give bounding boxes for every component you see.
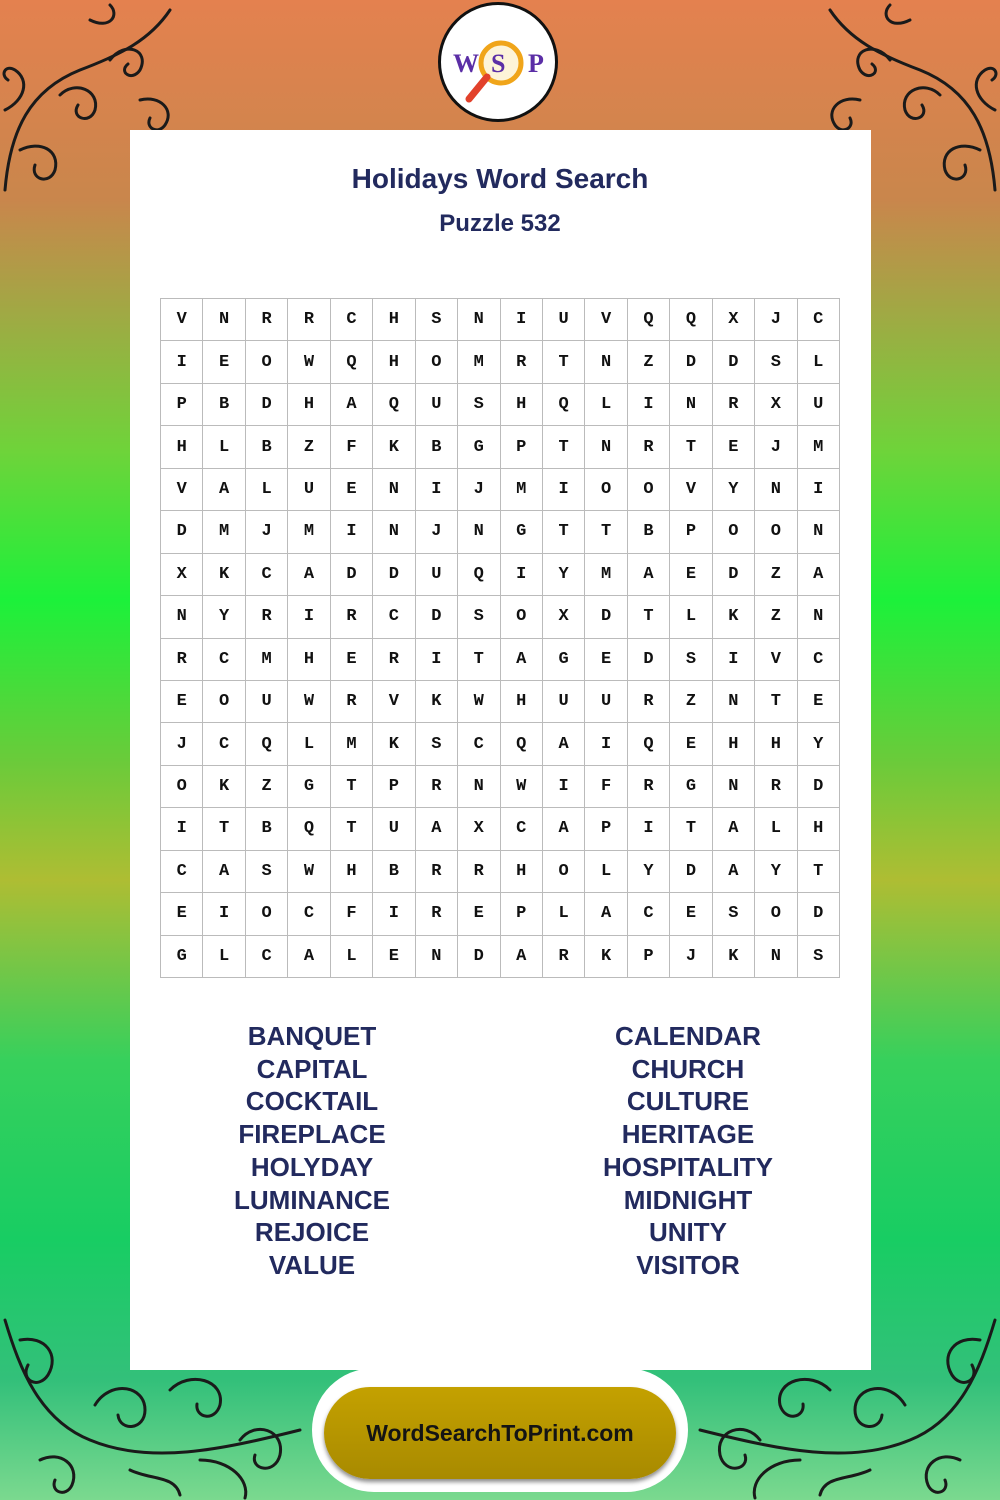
grid-cell: L [288, 723, 330, 765]
grid-cell: M [458, 341, 500, 383]
grid-cell: O [628, 469, 670, 511]
grid-cell: W [288, 851, 330, 893]
grid-cell: N [458, 766, 500, 808]
grid-cell: A [501, 639, 543, 681]
grid-cell: Y [713, 469, 755, 511]
grid-cell: T [670, 426, 712, 468]
grid-cell: P [501, 426, 543, 468]
grid-cell: N [798, 596, 840, 638]
grid-cell: R [416, 766, 458, 808]
grid-cell: E [670, 893, 712, 935]
grid-cell: J [246, 511, 288, 553]
grid-cell: K [713, 936, 755, 978]
grid-cell: H [288, 384, 330, 426]
grid-cell: S [713, 893, 755, 935]
grid-cell: T [628, 596, 670, 638]
grid-cell: T [798, 851, 840, 893]
word-item: CHURCH [631, 1053, 745, 1084]
grid-cell: V [161, 299, 203, 341]
grid-cell: D [628, 639, 670, 681]
grid-cell: H [501, 384, 543, 426]
grid-cell: N [458, 299, 500, 341]
grid-cell: G [288, 766, 330, 808]
word-item: REJOICE [254, 1217, 370, 1248]
grid-cell: H [331, 851, 373, 893]
grid-cell: C [203, 639, 245, 681]
grid-cell: R [628, 681, 670, 723]
grid-cell: R [246, 596, 288, 638]
grid-cell: O [203, 681, 245, 723]
grid-cell: Q [670, 299, 712, 341]
grid-cell: N [585, 341, 627, 383]
grid-cell: L [203, 936, 245, 978]
grid-cell: C [458, 723, 500, 765]
grid-cell: D [161, 511, 203, 553]
grid-cell: U [798, 384, 840, 426]
grid-cell: C [373, 596, 415, 638]
grid-cell: M [203, 511, 245, 553]
grid-cell: D [585, 596, 627, 638]
grid-cell: O [755, 511, 797, 553]
grid-cell: L [798, 341, 840, 383]
grid-cell: I [373, 893, 415, 935]
grid-cell: A [543, 723, 585, 765]
grid-cell: I [628, 808, 670, 850]
grid-cell: L [755, 808, 797, 850]
grid-cell: Y [798, 723, 840, 765]
site-logo [438, 2, 558, 122]
grid-cell: C [798, 299, 840, 341]
grid-cell: E [670, 723, 712, 765]
grid-cell: S [755, 341, 797, 383]
grid-cell: I [543, 469, 585, 511]
grid-cell: K [416, 681, 458, 723]
grid-cell: R [246, 299, 288, 341]
grid-cell: H [501, 681, 543, 723]
grid-cell: I [501, 554, 543, 596]
grid-cell: A [585, 893, 627, 935]
grid-cell: C [798, 639, 840, 681]
grid-cell: P [628, 936, 670, 978]
grid-cell: R [331, 596, 373, 638]
word-item: HOLYDAY [250, 1151, 374, 1182]
logo-letter-p: P [528, 49, 544, 78]
grid-cell: C [246, 936, 288, 978]
grid-cell: H [713, 723, 755, 765]
grid-cell: J [458, 469, 500, 511]
grid-cell: M [246, 639, 288, 681]
grid-cell: I [416, 639, 458, 681]
grid-cell: Z [246, 766, 288, 808]
grid-cell: S [458, 384, 500, 426]
grid-cell: C [331, 299, 373, 341]
grid-cell: X [713, 299, 755, 341]
website-link-button[interactable]: WordSearchToPrint.com [324, 1387, 676, 1479]
grid-cell: H [501, 851, 543, 893]
grid-cell: Z [670, 681, 712, 723]
grid-cell: U [543, 299, 585, 341]
grid-cell: V [373, 681, 415, 723]
grid-cell: M [331, 723, 373, 765]
grid-cell: Z [755, 554, 797, 596]
word-item: CAPITAL [256, 1053, 368, 1084]
grid-cell: K [585, 936, 627, 978]
grid-cell: P [585, 808, 627, 850]
grid-cell: V [161, 469, 203, 511]
grid-cell: Y [628, 851, 670, 893]
word-item: CULTURE [626, 1086, 750, 1117]
grid-cell: S [416, 299, 458, 341]
grid-cell: B [246, 426, 288, 468]
grid-cell: E [373, 936, 415, 978]
word-item: VALUE [268, 1249, 356, 1280]
grid-cell: E [585, 639, 627, 681]
grid-cell: L [331, 936, 373, 978]
grid-cell: H [373, 341, 415, 383]
word-item: HERITAGE [621, 1119, 755, 1150]
grid-cell: I [161, 341, 203, 383]
word-list-right [538, 1020, 838, 1282]
grid-cell: I [288, 596, 330, 638]
grid-cell: G [161, 936, 203, 978]
word-item: MIDNIGHT [623, 1184, 753, 1215]
grid-cell: E [161, 681, 203, 723]
grid-cell: I [331, 511, 373, 553]
grid-cell: O [585, 469, 627, 511]
grid-cell: D [798, 766, 840, 808]
grid-cell: D [458, 936, 500, 978]
grid-cell: H [288, 639, 330, 681]
grid-cell: L [670, 596, 712, 638]
grid-cell: P [373, 766, 415, 808]
grid-cell: T [755, 681, 797, 723]
grid-cell: J [670, 936, 712, 978]
grid-cell: W [458, 681, 500, 723]
grid-cell: R [416, 851, 458, 893]
grid-cell: V [670, 469, 712, 511]
grid-cell: S [670, 639, 712, 681]
grid-cell: R [713, 384, 755, 426]
grid-cell: A [416, 808, 458, 850]
grid-cell: I [585, 723, 627, 765]
grid-cell: C [203, 723, 245, 765]
grid-cell: Z [628, 341, 670, 383]
grid-cell: C [161, 851, 203, 893]
grid-cell: D [246, 384, 288, 426]
grid-cell: N [670, 384, 712, 426]
grid-cell: U [288, 469, 330, 511]
grid-cell: Q [628, 299, 670, 341]
grid-cell: E [203, 341, 245, 383]
page-title: Holidays Word Search [351, 163, 649, 194]
grid-cell: L [543, 893, 585, 935]
grid-cell: U [543, 681, 585, 723]
word-item: CALENDAR [615, 1021, 761, 1051]
grid-cell: L [585, 384, 627, 426]
grid-cell: O [161, 766, 203, 808]
grid-cell: T [543, 341, 585, 383]
grid-cell: O [713, 511, 755, 553]
grid-cell: Y [543, 554, 585, 596]
grid-cell: N [203, 299, 245, 341]
grid-cell: T [331, 808, 373, 850]
grid-cell: C [628, 893, 670, 935]
letter-grid [160, 298, 840, 978]
grid-cell: A [713, 808, 755, 850]
grid-cell: C [288, 893, 330, 935]
grid-cell: E [713, 426, 755, 468]
grid-cell: Z [288, 426, 330, 468]
grid-cell: T [458, 639, 500, 681]
grid-cell: C [501, 808, 543, 850]
grid-cell: G [501, 511, 543, 553]
grid-cell: X [458, 808, 500, 850]
grid-cell: U [246, 681, 288, 723]
grid-cell: X [543, 596, 585, 638]
grid-cell: A [288, 554, 330, 596]
grid-cell: U [416, 554, 458, 596]
grid-cell: S [458, 596, 500, 638]
grid-cell: N [798, 511, 840, 553]
grid-cell: P [161, 384, 203, 426]
grid-cell: W [288, 341, 330, 383]
grid-cell: R [628, 426, 670, 468]
grid-cell: A [543, 808, 585, 850]
grid-cell: D [331, 554, 373, 596]
grid-cell: R [161, 639, 203, 681]
grid-cell: D [416, 596, 458, 638]
grid-cell: B [246, 808, 288, 850]
grid-cell: E [458, 893, 500, 935]
grid-cell: P [670, 511, 712, 553]
grid-cell: J [755, 426, 797, 468]
grid-cell: D [670, 341, 712, 383]
grid-cell: L [585, 851, 627, 893]
page-subtitle: Puzzle 532 [439, 210, 561, 237]
grid-cell: R [288, 299, 330, 341]
grid-cell: S [798, 936, 840, 978]
grid-cell: W [288, 681, 330, 723]
grid-cell: N [755, 936, 797, 978]
grid-cell: D [713, 341, 755, 383]
grid-cell: N [458, 511, 500, 553]
grid-cell: Q [501, 723, 543, 765]
grid-cell: O [246, 893, 288, 935]
grid-cell: D [713, 554, 755, 596]
logo-letter-s: S [491, 49, 506, 78]
grid-cell: E [798, 681, 840, 723]
grid-cell: R [543, 936, 585, 978]
grid-cell: I [161, 808, 203, 850]
grid-cell: V [585, 299, 627, 341]
grid-cell: A [288, 936, 330, 978]
grid-cell: A [203, 851, 245, 893]
grid-cell: M [501, 469, 543, 511]
grid-cell: O [755, 893, 797, 935]
grid-cell: B [416, 426, 458, 468]
grid-cell: G [670, 766, 712, 808]
grid-cell: Q [246, 723, 288, 765]
grid-cell: R [501, 341, 543, 383]
grid-cell: N [373, 469, 415, 511]
grid-cell: H [798, 808, 840, 850]
word-item: HOSPITALITY [603, 1151, 773, 1182]
grid-cell: H [161, 426, 203, 468]
grid-cell: I [798, 469, 840, 511]
grid-cell: M [585, 554, 627, 596]
grid-cell: R [331, 681, 373, 723]
grid-cell: A [798, 554, 840, 596]
grid-cell: X [755, 384, 797, 426]
grid-cell: O [416, 341, 458, 383]
grid-cell: H [755, 723, 797, 765]
grid-cell: P [501, 893, 543, 935]
grid-cell: N [713, 681, 755, 723]
grid-cell: B [373, 851, 415, 893]
grid-cell: U [373, 808, 415, 850]
grid-cell: T [543, 511, 585, 553]
grid-cell: L [246, 469, 288, 511]
grid-cell: R [628, 766, 670, 808]
grid-cell: T [203, 808, 245, 850]
grid-cell: T [670, 808, 712, 850]
grid-cell: I [713, 639, 755, 681]
grid-cell: Z [755, 596, 797, 638]
grid-cell: Q [543, 384, 585, 426]
grid-cell: Q [373, 384, 415, 426]
grid-cell: N [416, 936, 458, 978]
grid-cell: A [713, 851, 755, 893]
grid-cell: D [798, 893, 840, 935]
grid-cell: I [543, 766, 585, 808]
grid-cell: U [416, 384, 458, 426]
grid-cell: I [501, 299, 543, 341]
grid-cell: Y [203, 596, 245, 638]
grid-cell: R [373, 639, 415, 681]
word-list-left [162, 1020, 462, 1282]
grid-cell: J [161, 723, 203, 765]
grid-cell: G [543, 639, 585, 681]
grid-cell: A [628, 554, 670, 596]
grid-cell: K [713, 596, 755, 638]
grid-cell: O [543, 851, 585, 893]
grid-cell: A [501, 936, 543, 978]
grid-cell: W [501, 766, 543, 808]
grid-cell: M [798, 426, 840, 468]
grid-cell: B [203, 384, 245, 426]
grid-cell: J [755, 299, 797, 341]
word-item: BANQUET [247, 1021, 377, 1051]
grid-cell: T [585, 511, 627, 553]
grid-cell: Y [755, 851, 797, 893]
grid-cell: S [246, 851, 288, 893]
grid-cell: A [331, 384, 373, 426]
grid-cell: Q [331, 341, 373, 383]
grid-cell: A [203, 469, 245, 511]
grid-cell: U [585, 681, 627, 723]
grid-cell: O [501, 596, 543, 638]
grid-cell: R [755, 766, 797, 808]
grid-cell: E [161, 893, 203, 935]
grid-cell: Q [458, 554, 500, 596]
grid-cell: D [670, 851, 712, 893]
grid-cell: I [203, 893, 245, 935]
grid-cell: D [373, 554, 415, 596]
word-item: VISITOR [636, 1249, 740, 1280]
grid-cell: K [203, 554, 245, 596]
grid-cell: F [585, 766, 627, 808]
grid-cell: T [543, 426, 585, 468]
grid-cell: R [416, 893, 458, 935]
grid-cell: E [331, 639, 373, 681]
grid-cell: N [161, 596, 203, 638]
grid-cell: K [373, 723, 415, 765]
grid-cell: V [755, 639, 797, 681]
grid-cell: Q [288, 808, 330, 850]
logo-letter-w: W [453, 49, 479, 78]
grid-cell: C [246, 554, 288, 596]
grid-cell: T [331, 766, 373, 808]
grid-cell: N [585, 426, 627, 468]
word-item: COCKTAIL [245, 1086, 379, 1117]
grid-cell: O [246, 341, 288, 383]
grid-cell: J [416, 511, 458, 553]
grid-cell: E [331, 469, 373, 511]
grid-cell: B [628, 511, 670, 553]
grid-cell: S [416, 723, 458, 765]
grid-cell: H [373, 299, 415, 341]
grid-cell: N [373, 511, 415, 553]
word-item: UNITY [649, 1217, 727, 1248]
grid-cell: E [670, 554, 712, 596]
word-item: LUMINANCE [234, 1184, 390, 1215]
grid-cell: I [416, 469, 458, 511]
grid-cell: N [755, 469, 797, 511]
grid-cell: I [628, 384, 670, 426]
grid-cell: L [203, 426, 245, 468]
grid-cell: K [203, 766, 245, 808]
grid-cell: F [331, 893, 373, 935]
grid-cell: M [288, 511, 330, 553]
grid-cell: F [331, 426, 373, 468]
grid-cell: X [161, 554, 203, 596]
word-item: FIREPLACE [238, 1119, 386, 1150]
grid-cell: K [373, 426, 415, 468]
grid-cell: N [713, 766, 755, 808]
grid-cell: G [458, 426, 500, 468]
grid-cell: Q [628, 723, 670, 765]
grid-cell: R [458, 851, 500, 893]
